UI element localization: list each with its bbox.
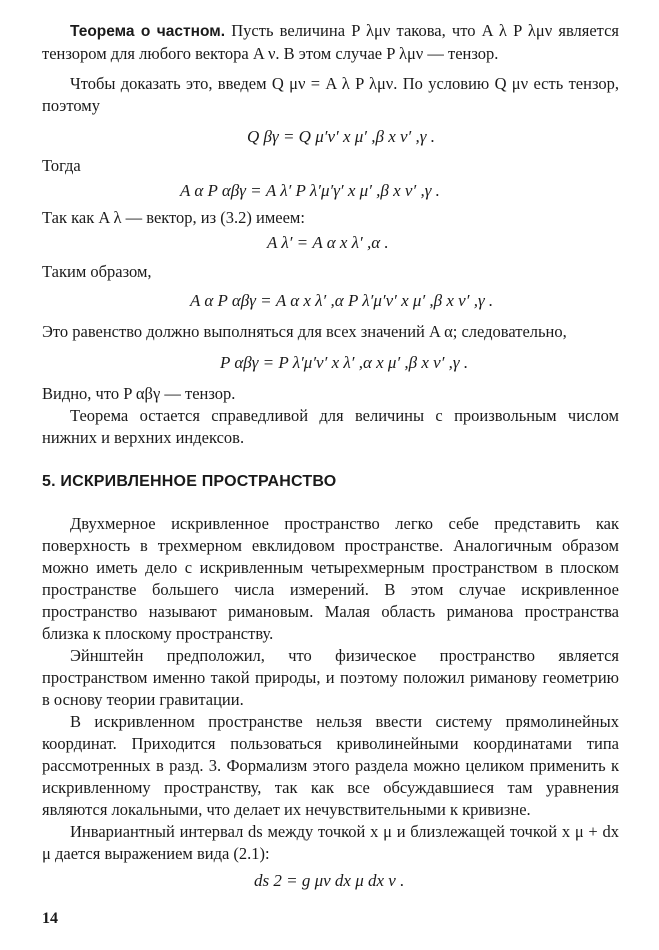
equation-metric: ds 2 = g μν dx μ dx ν . [254, 871, 405, 890]
equation-combined: A α P αβγ = A α x λ′ ,α P λ′μ′ν′ x μ′ ,β x ν′ ,γ . [190, 291, 494, 310]
paragraph-proof-intro: Чтобы доказать это, введем Q μν = A λ P λμν. По условию Q μν есть тензор, поэтому [42, 74, 619, 115]
paragraph-curved-space: Двухмерное искривленное пространство легко себе представить как поверхность в трехмерном евклидовом пространстве. Аналогичным образом можно иметь дело с искривленным четырехмерным пространством в плоском пространстве большего числа измерений. В этом случае искривленное пространство называют римановым. Малая область риманова пространства близка к плоскому пространству. [42, 514, 619, 643]
section-heading: 5. ИСКРИВЛЕННОЕ ПРОСТРАНСТВО [42, 473, 337, 490]
page-number: 14 [42, 910, 58, 927]
theorem-title: Теорема о частном. [70, 23, 226, 40]
paragraph-theorem [42, 20, 619, 65]
paragraph-equality: Это равенство должно выполняться для всех значений A α; следовательно, [42, 322, 567, 341]
paragraph-interval: Инвариантный интервал ds между точкой x μ и близлежащей точкой x μ + dx μ дается выражением вида (2.1): [42, 822, 619, 863]
page-content [42, 20, 619, 893]
paragraph-generalization: Теорема остается справедливой для величины с произвольным числом нижних и верхних индексов. [42, 406, 619, 447]
paragraph-conclusion: Видно, что P αβγ — тензор. [42, 384, 236, 403]
theorem-text: Пусть величина P λμν такова, что A λ P λμν является тензором для любого вектора A ν. В этом случае P λμν — тензор. [42, 21, 620, 63]
equation-ap-transform: A α P αβγ = A λ′ P λ′μ′γ′ x μ′ ,β x ν′ ,γ . [180, 181, 440, 200]
paragraph-einstein: Эйнштейн предположил, что физическое пространство является пространством именно такой природы, и поэтому положил риманову геометрию в основу теории гравитации. [42, 646, 619, 709]
paragraph-thus: Таким образом, [42, 262, 152, 281]
equation-q-transform: Q βγ = Q μ′ν′ x μ′ ,β x ν′ ,γ . [247, 127, 435, 146]
equation-vector-transform: A λ′ = A α x λ′ ,α . [267, 233, 389, 252]
equation-p-tensor: P αβγ = P λ′μ′ν′ x λ′ ,α x μ′ ,β x ν′ ,γ . [220, 353, 469, 372]
paragraph-then: Тогда [42, 156, 81, 175]
paragraph-curvilinear: В искривленном пространстве нельзя ввести систему прямолинейных координат. Приходится пользоваться криволинейными координатами типа рассмотренных в разд. 3. Формализм этого раздела можно целиком применить к искривленному пространству, так как все обсуждавшиеся там уравнения являются локальными, что делает их нечувствительными к кривизне. [42, 712, 619, 819]
paragraph-vector: Так как A λ — вектор, из (3.2) имеем: [42, 208, 305, 227]
